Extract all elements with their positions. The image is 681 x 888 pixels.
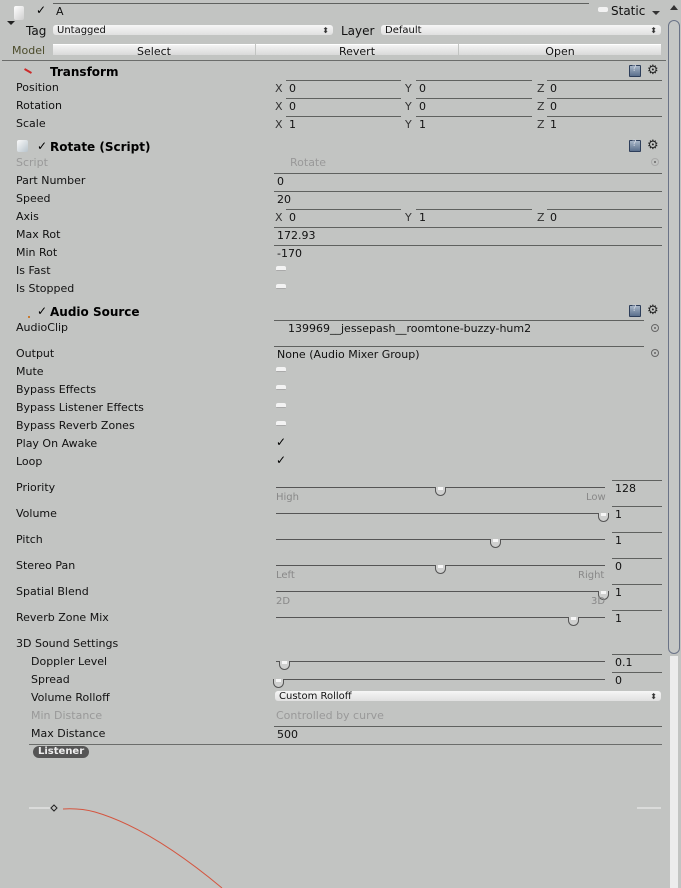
axis-label: Axis xyxy=(16,210,39,223)
mute-label: Mute xyxy=(16,365,44,378)
tag-value: Untagged xyxy=(57,25,106,36)
rotation-label: Rotation xyxy=(16,99,63,112)
gear-icon[interactable]: ⚙ xyxy=(647,138,659,153)
3d-sound-settings-foldout[interactable]: 3D Sound Settings xyxy=(16,637,119,650)
min-distance-value: Controlled by curve xyxy=(276,709,384,722)
foldout-arrow-icon[interactable] xyxy=(7,21,15,25)
rotate-script-title[interactable]: Rotate (Script) xyxy=(50,140,151,154)
scrollbar-track[interactable] xyxy=(670,656,678,888)
volume-rolloff-value: Custom Rolloff xyxy=(279,691,352,702)
speed-input[interactable]: 20 xyxy=(274,191,662,208)
position-y-input[interactable]: 0 xyxy=(416,80,532,97)
layer-label: Layer xyxy=(341,24,375,38)
bypass-reverb-zones-checkbox[interactable] xyxy=(276,421,286,426)
spatial-blend-min-caption: 2D xyxy=(276,596,291,607)
priority-input[interactable]: 128 xyxy=(612,480,662,497)
spread-label: Spread xyxy=(31,673,70,686)
audioclip-label: AudioClip xyxy=(16,321,69,334)
curve-keyframe-icon xyxy=(51,805,57,811)
scale-y-input[interactable]: 1 xyxy=(416,116,532,133)
script-label: Script xyxy=(16,156,48,169)
rotation-y-input[interactable]: 0 xyxy=(416,98,532,115)
min-rot-label: Min Rot xyxy=(16,246,58,259)
gear-icon[interactable]: ⚙ xyxy=(647,303,659,318)
volume-rolloff-label: Volume Rolloff xyxy=(31,691,110,704)
static-label: Static xyxy=(611,4,646,18)
priority-label: Priority xyxy=(16,481,56,494)
script-value: Rotate xyxy=(290,156,327,169)
volume-rolloff-dropdown[interactable] xyxy=(275,691,661,701)
object-name-input[interactable]: A xyxy=(53,3,589,20)
max-distance-label: Max Distance xyxy=(31,727,106,740)
dropdown-arrows-icon: ⬍ xyxy=(650,26,657,35)
volume-label: Volume xyxy=(16,507,57,520)
bypass-reverb-zones-label: Bypass Reverb Zones xyxy=(16,419,135,432)
z-axis-label: Z xyxy=(537,82,545,95)
stereo-pan-slider-thumb[interactable] xyxy=(435,565,446,574)
play-on-awake-checkbox[interactable]: ✓ xyxy=(276,435,287,449)
reverb-zone-mix-label: Reverb Zone Mix xyxy=(16,611,109,624)
y-axis-label: Y xyxy=(405,211,412,224)
is-fast-label: Is Fast xyxy=(16,264,51,277)
is-stopped-checkbox[interactable] xyxy=(276,284,286,289)
tag-label: Tag xyxy=(26,24,47,38)
max-distance-input[interactable]: 500 xyxy=(274,726,662,743)
static-dropdown-icon[interactable] xyxy=(652,11,660,15)
loop-label: Loop xyxy=(16,455,43,468)
model-label: Model xyxy=(12,44,46,57)
spatial-blend-max-caption: 3D xyxy=(591,596,606,607)
position-label: Position xyxy=(16,81,59,94)
reverb-zone-mix-input[interactable]: 1 xyxy=(612,610,662,627)
stereo-pan-max-caption: Right xyxy=(578,570,605,581)
pitch-slider-track[interactable] xyxy=(276,539,605,540)
dropdown-arrows-icon: ⬍ xyxy=(322,26,329,35)
bypass-listener-effects-checkbox[interactable] xyxy=(276,403,286,408)
transform-icon[interactable] xyxy=(24,68,32,74)
max-rot-label: Max Rot xyxy=(16,228,61,241)
position-x-input[interactable]: 0 xyxy=(286,80,401,97)
rolloff-curve-graph[interactable] xyxy=(0,760,667,888)
model-select-button[interactable]: Select xyxy=(53,44,255,55)
scale-label: Scale xyxy=(16,117,46,130)
is-fast-checkbox[interactable] xyxy=(276,266,286,271)
y-axis-label: Y xyxy=(405,82,412,95)
object-picker-icon[interactable] xyxy=(651,158,659,166)
gameobject-icon xyxy=(14,6,24,20)
y-axis-label: Y xyxy=(405,118,412,131)
part-number-label: Part Number xyxy=(16,174,86,187)
axis-z-input[interactable]: 0 xyxy=(547,209,662,226)
layer-value: Default xyxy=(385,25,422,36)
x-axis-label: X xyxy=(275,82,283,95)
output-field[interactable]: None (Audio Mixer Group) xyxy=(274,346,644,363)
scale-z-input[interactable]: 1 xyxy=(547,116,662,133)
axis-x-input[interactable]: 0 xyxy=(286,209,401,226)
header-divider xyxy=(2,60,666,61)
priority-slider-thumb[interactable] xyxy=(435,487,446,496)
x-axis-label: X xyxy=(275,118,283,131)
x-axis-label: X xyxy=(275,100,283,113)
bypass-listener-effects-label: Bypass Listener Effects xyxy=(16,401,144,414)
reverb-zone-mix-slider-thumb[interactable] xyxy=(568,617,579,626)
z-axis-label: Z xyxy=(537,100,545,113)
audioclip-field[interactable]: 139969__jessepash__roomtone-buzzy-hum2 xyxy=(274,320,644,337)
volume-slider-thumb[interactable] xyxy=(598,513,609,522)
spread-slider-track[interactable] xyxy=(276,679,605,680)
rotation-z-input[interactable]: 0 xyxy=(547,98,662,115)
stereo-pan-min-caption: Left xyxy=(276,570,295,581)
output-label: Output xyxy=(16,347,55,360)
volume-input[interactable]: 1 xyxy=(612,506,662,523)
object-picker-icon[interactable] xyxy=(651,349,659,357)
spread-input[interactable]: 0 xyxy=(612,672,662,689)
script-icon[interactable] xyxy=(17,140,28,152)
audio-source-icon[interactable] xyxy=(28,316,30,318)
audio-source-enabled-checkbox[interactable]: ✓ xyxy=(37,304,48,318)
bypass-effects-checkbox[interactable] xyxy=(276,385,286,390)
scale-x-input[interactable]: 1 xyxy=(286,116,401,133)
z-axis-label: Z xyxy=(537,118,545,131)
reverb-zone-mix-slider-track[interactable] xyxy=(276,617,605,618)
stereo-pan-input[interactable]: 0 xyxy=(612,558,662,575)
rotate-enabled-checkbox[interactable]: ✓ xyxy=(37,139,48,153)
speed-label: Speed xyxy=(16,192,51,205)
min-distance-label: Min Distance xyxy=(31,709,103,722)
axis-y-input[interactable]: 1 xyxy=(416,209,532,226)
static-toggle[interactable] xyxy=(598,7,608,12)
spatial-blend-slider-track[interactable] xyxy=(276,591,605,592)
curve-top-divider xyxy=(29,744,662,745)
help-icon[interactable] xyxy=(629,140,641,152)
priority-min-caption: High xyxy=(276,492,299,503)
pitch-slider-thumb[interactable] xyxy=(490,539,501,548)
model-revert-button[interactable]: Revert xyxy=(256,44,458,55)
max-rot-input[interactable]: 172.93 xyxy=(274,227,662,244)
pitch-input[interactable]: 1 xyxy=(612,532,662,549)
doppler-level-label: Doppler Level xyxy=(31,655,108,668)
active-checkbox[interactable]: ✓ xyxy=(36,3,47,17)
loop-checkbox[interactable]: ✓ xyxy=(276,453,287,467)
part-number-input[interactable]: 0 xyxy=(274,173,662,190)
listener-badge: Listener xyxy=(33,746,89,758)
spread-slider-thumb[interactable] xyxy=(273,679,284,688)
mute-checkbox[interactable] xyxy=(276,367,286,372)
pitch-label: Pitch xyxy=(16,533,43,546)
spatial-blend-label: Spatial Blend xyxy=(16,585,89,598)
rotation-x-input[interactable]: 0 xyxy=(286,98,401,115)
doppler-level-slider-thumb[interactable] xyxy=(279,661,290,670)
volume-slider-track[interactable] xyxy=(276,513,605,514)
help-icon[interactable] xyxy=(629,305,641,317)
gear-icon[interactable]: ⚙ xyxy=(647,63,659,78)
priority-max-caption: Low xyxy=(586,492,606,503)
layer-dropdown[interactable] xyxy=(381,25,661,35)
scroll-up-arrow-icon[interactable] xyxy=(670,5,678,10)
tag-dropdown[interactable] xyxy=(53,25,333,35)
stereo-pan-label: Stereo Pan xyxy=(16,559,76,572)
z-axis-label: Z xyxy=(537,211,545,224)
scrollbar-thumb[interactable] xyxy=(668,20,680,654)
bypass-effects-label: Bypass Effects xyxy=(16,383,97,396)
doppler-level-slider-track[interactable] xyxy=(276,661,605,662)
spatial-blend-input[interactable]: 1 xyxy=(612,584,662,601)
object-picker-icon[interactable] xyxy=(651,324,659,332)
position-z-input[interactable]: 0 xyxy=(547,80,662,97)
y-axis-label: Y xyxy=(405,100,412,113)
min-rot-input[interactable]: -170 xyxy=(274,245,662,262)
help-icon[interactable] xyxy=(629,65,641,77)
transform-title[interactable]: Transform xyxy=(50,65,119,79)
x-axis-label: X xyxy=(275,211,283,224)
dropdown-arrows-icon: ⬍ xyxy=(650,692,657,701)
audio-source-title[interactable]: Audio Source xyxy=(50,305,140,319)
model-open-button[interactable]: Open xyxy=(459,44,661,55)
play-on-awake-label: Play On Awake xyxy=(16,437,98,450)
is-stopped-label: Is Stopped xyxy=(16,282,75,295)
doppler-level-input[interactable]: 0.1 xyxy=(612,654,662,671)
